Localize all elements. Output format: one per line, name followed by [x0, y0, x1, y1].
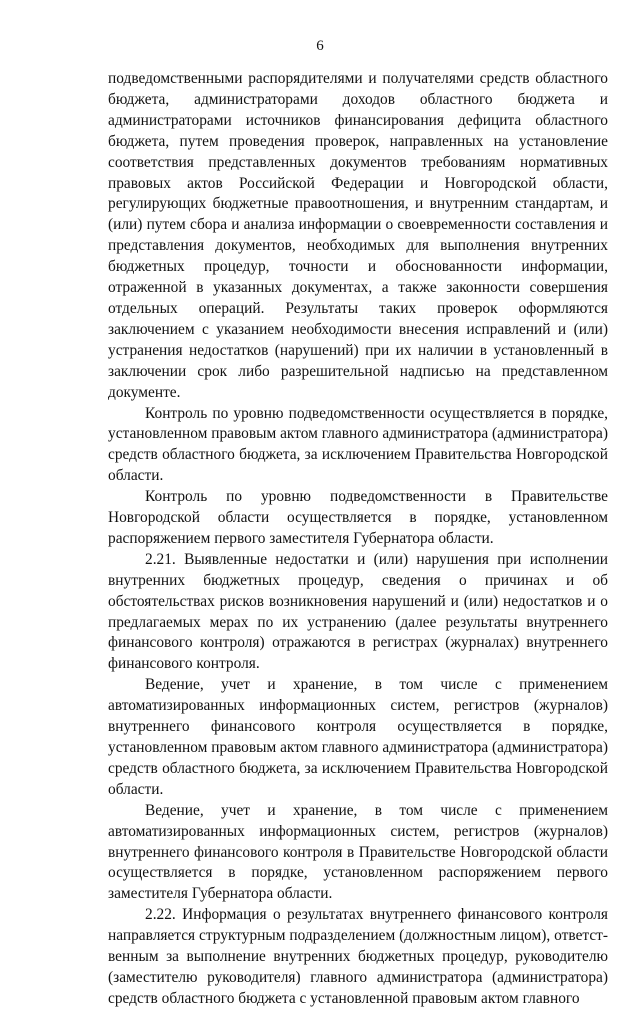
paragraph-registers-government: Ведение, учет и хранение, в том числе с применением автоматизированных информационных систем, регистров (журналов) внутреннего финансового контроля в Правительстве Новгородской области осуществляется в порядке, установленном распоряжением первого заместителя Губернатора области.	[108, 801, 608, 903]
body-text	[108, 69, 608, 1010]
paragraph-registers-storage: Ведение, учет и хранение, в том числе с применением автоматизированных информационных систем, регистров (журналов) внутреннего финансового контроля осуществляется в порядке, установленном правовым актом главного администратора (администратора) средств областного бюджета, за исключением Правительства Новгородской области.	[108, 676, 608, 798]
paragraph-continuation: подведомственными распорядителями и получателями средств областного бюджета, администраторами доходов областного бюджета и администраторами источников финансирования дефицита областного бюджета, путем проведения проверок, направленных на установление соответствия представленных документов требованиям нормативных правовых актов Российской Федерации и Новгородской области, регулирующих бюджетные правоотношения, и внутренним стандартам, и (или) путем сбора и анализа информации о своевременности составления и представления документов, необходимых для выполнения внутренних бюджетных процедур, точности и обоснованности информации, отраженной в указанных документах, а также законности совершения отдельных операций. Результаты таких проверок оформляются заключением с указанием необходимости внесения исправлений и (или) устранения недостатков (нарушений) при их наличии в установленный в заключении срок либо разрешительной надписью на представленном документе.	[108, 70, 608, 401]
paragraph-control-subordination: Контроль по уровню подведомственности осуществляется в порядке, установленном правовым актом главного администратора (администратора) средств областного бюджета, за исключением Правительства Новгородской области.	[108, 404, 608, 485]
paragraph-2-22: 2.22. Информация о результатах внутреннего финансового контроля направляется структурным подразделением (должностным лицом), ответст-венным за выполнение внутренних бюджетных процедур, руководителю (заместителю руководителя) главного администратора (администратора) средств областного бюджета с установленной правовым актом главного	[108, 906, 608, 1007]
paragraph-2-21: 2.21. Выявленные недостатки и (или) нарушения при исполнении внутренних бюджетных процедур, сведения о причинах и об обстоятельствах рисков возникновения нарушений и (или) недостатков и о предлагаемых мерах по их устранению (далее результаты внутреннего финансового контроля) отражаются в регистрах (журналах) внутреннего финансового контроля.	[108, 550, 608, 673]
paragraph-control-government: Контроль по уровню подведомственности в Правительстве Новгородской области осуществляется в порядке, установленном распоряжением первого заместителя Губернатора области.	[108, 488, 608, 547]
page-number: 6	[316, 38, 324, 54]
